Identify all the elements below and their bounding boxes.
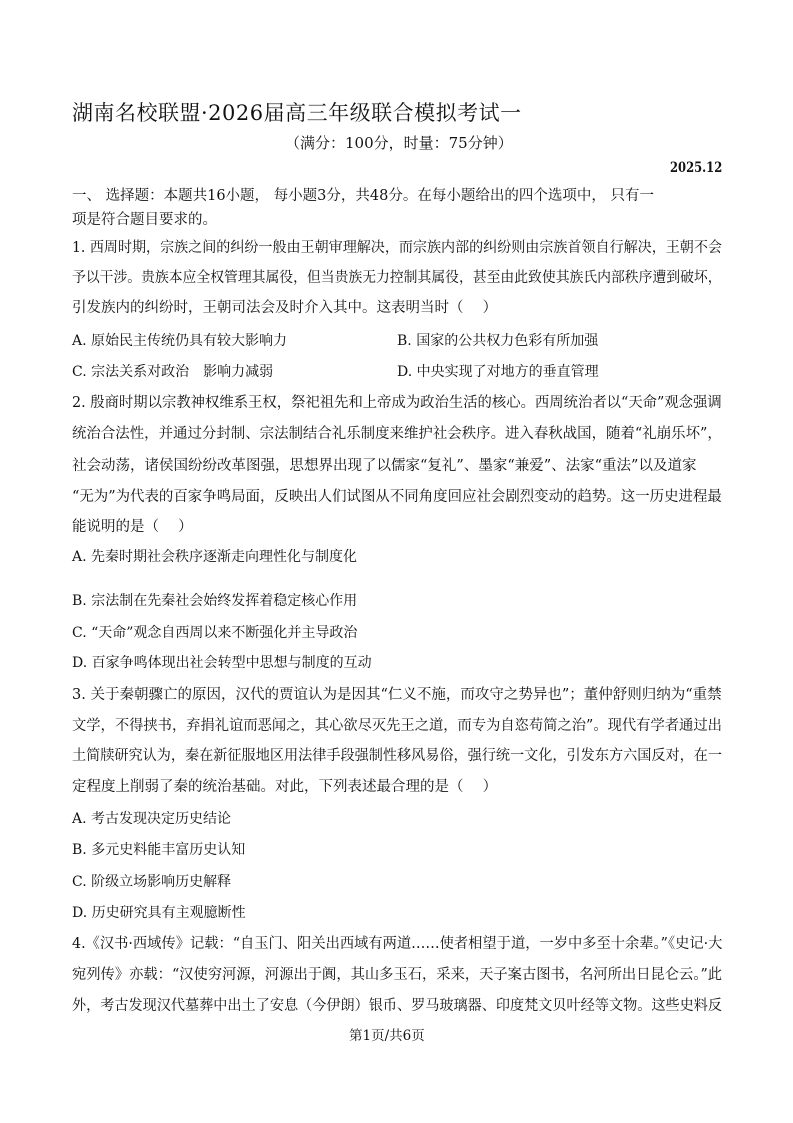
section-heading: 一、 选择题：本题共16小题， 每小题3分，共48分。在每小题给出的四个选项中， 只有一 bbox=[72, 188, 654, 204]
question-2-line: 2. 殷商时期以宗教神权维系王权，祭祀祖先和上帝成为政治生活的核心。西周统治者以“天命”观念强调 bbox=[72, 395, 722, 411]
question-3-option-b: B. 多元史料能丰富历史认知 bbox=[72, 842, 246, 858]
question-1-option-d: D. 中央实现了对地方的垂直管理 bbox=[397, 364, 599, 380]
exam-date: 2025.12 bbox=[670, 160, 723, 176]
question-1-option-c: C. 宗法关系对政治 影响力减弱 bbox=[72, 364, 274, 380]
question-1-line: 予以干涉。贵族本应全权管理其属役，但当贵族无力控制其属役，甚至由此致使其族氏内部秩序遭到破坏， bbox=[72, 270, 722, 286]
question-1-line: 引发族内的纠纷时，王朝司法会及时介入其中。这表明当时（ ） bbox=[72, 300, 498, 316]
question-3-option-c: C. 阶级立场影响历史解释 bbox=[72, 874, 232, 890]
exam-title: 湖南名校联盟·2026届高三年级联合模拟考试一 bbox=[72, 101, 522, 125]
question-3-option-a: A. 考古发现决定历史结论 bbox=[72, 811, 232, 827]
question-2-line: “无为”为代表的百家争鸣局面，反映出人们试图从不同角度回应社会剧烈变动的趋势。这一历史进程最 bbox=[72, 489, 722, 505]
question-2-line: 能说明的是（ ） bbox=[72, 519, 193, 535]
question-3-line: 土简牍研究认为，秦在新征服地区用法律手段强制性移风易俗，强行统一文化，引发东方六国反对，在一 bbox=[72, 748, 722, 764]
question-1-option-a: A. 原始民主传统仍具有较大影响力 bbox=[72, 333, 288, 349]
question-2-option-d: D. 百家争鸣体现出社会转型中思想与制度的互动 bbox=[72, 655, 372, 671]
question-2-option-b: B. 宗法制在先秦社会始终发挥着稳定核心作用 bbox=[72, 593, 358, 609]
question-1-line: 1. 西周时期，宗族之间的纠纷一般由王朝审理解决，而宗族内部的纠纷则由宗族首领自行解决，王朝不会 bbox=[72, 240, 722, 256]
question-3-line: 定程度上削弱了秦的统治基础。对此，下列表述最合理的是（ ） bbox=[72, 779, 498, 795]
question-2-option-c: C. “天命”观念自西周以来不断强化并主导政治 bbox=[72, 625, 358, 641]
section-heading-cont: 项是符合题目要求的。 bbox=[72, 212, 217, 228]
question-4-line: 宛列传》亦载：“汉使穷河源，河源出于阗，其山多玉石，采来，天子案古图书，名河所出日昆仑云。”此 bbox=[72, 967, 723, 983]
question-4-line: 4.《汉书·西域传》记载：“自玉门、阳关出西域有两道……使者相望于道，一岁中多至十余辈。”《史记·大 bbox=[72, 936, 723, 952]
exam-subtitle: （满分：100分，时量：75分钟） bbox=[285, 134, 513, 152]
question-2-line: 社会动荡，诸侯国纷纷改革图强，思想界出现了以儒家“复礼”、墨家“兼爱”、法家“重法”以及道家 bbox=[72, 458, 697, 474]
question-2-line: 统治合法性，并通过分封制、宗法制结合礼乐制度来维护社会秩序。进入春秋战国，随着“礼崩乐坏”， bbox=[72, 426, 722, 442]
question-3-line: 文学，不得挟书，弃捐礼谊而恶闻之，其心欲尽灭先王之道，而专为自恣苟简之治”。现代有学者通过出 bbox=[72, 718, 722, 734]
question-4-line: 外，考古发现汉代墓葬中出土了安息（今伊朗）银币、罗马玻璃器、印度梵文贝叶经等文物。这些史料反 bbox=[72, 998, 722, 1014]
question-3-line: 3. 关于秦朝骤亡的原因，汉代的贾谊认为是因其“仁义不施，而攻守之势异也”；董仲舒则归纳为“重禁 bbox=[72, 687, 722, 703]
question-1-option-b: B. 国家的公共权力色彩有所加强 bbox=[397, 333, 599, 349]
question-3-option-d: D. 历史研究具有主观臆断性 bbox=[72, 905, 246, 921]
page-number: 第1页/共6页 bbox=[349, 1028, 425, 1044]
question-2-option-a: A. 先秦时期社会秩序逐渐走向理性化与制度化 bbox=[72, 549, 358, 565]
